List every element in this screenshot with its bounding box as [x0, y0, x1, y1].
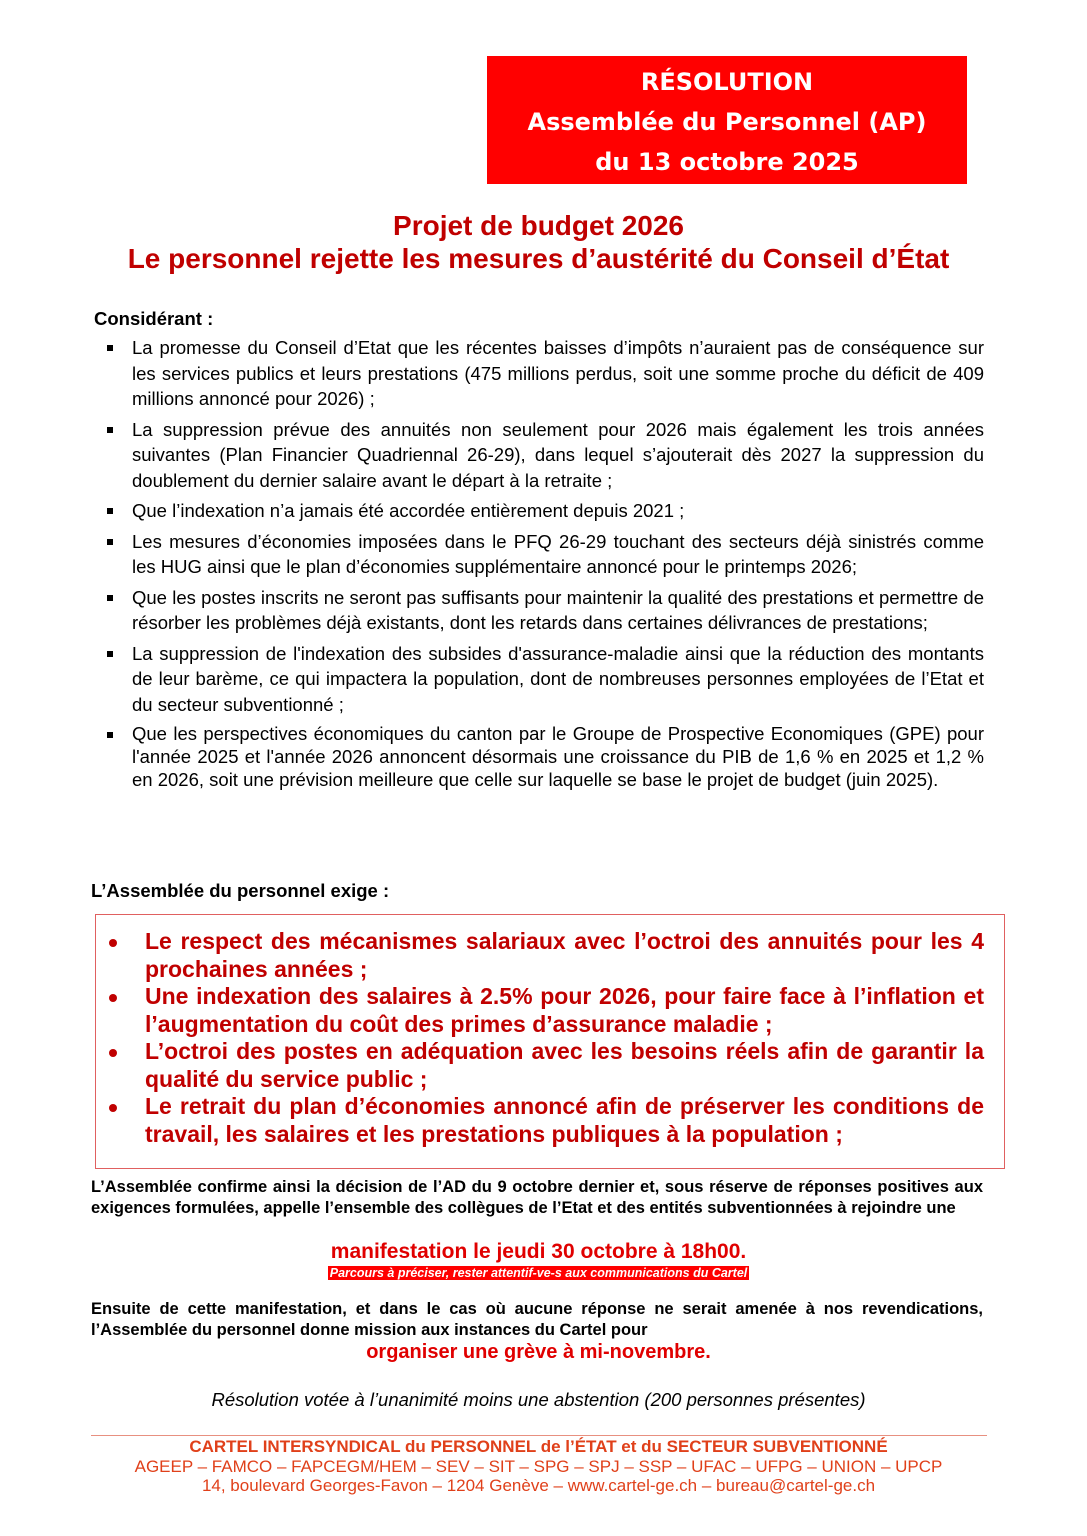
footer-members: AGEEP – FAMCO – FAPCEGM/HEM – SEV – SIT – SPG – SPJ – SSP – UFAC – UFPG – UNION – UPCP	[134, 1457, 943, 1476]
square-bullet-icon	[107, 345, 113, 351]
list-item	[104, 529, 984, 580]
item-text: L’octroi des postes en adéquation avec les besoins réels afin de garantir la qualité du service public ;	[145, 1038, 984, 1092]
footer-org: CARTEL INTERSYNDICAL du PERSONNEL de l’ÉTAT et du SECTEUR SUBVENTIONNÉ	[189, 1437, 888, 1456]
list-item	[104, 417, 984, 494]
list-item	[104, 585, 984, 636]
item-text: Que les perspectives économiques du canton par le Groupe de Prospective Economiques (GPE) pour l'année 2025 et l'année 2026 annoncent désormais une croissance du PIB de 1,6 % en 2025 et 1,2 % en 2026, soit une prévision meilleure que celle sur laquelle se base le projet de budget (juin 2025).	[132, 723, 984, 790]
bullet-icon	[109, 939, 117, 947]
square-bullet-icon	[107, 508, 113, 514]
footer-address: 14, boulevard Georges-Favon – 1204 Genève –	[201, 1476, 568, 1495]
bullet-icon	[109, 1049, 117, 1057]
bullet-icon	[109, 994, 117, 1002]
item-text: Les mesures d’économies imposées dans le PFQ 26-29 touchant des secteurs déjà sinistrés comme les HUG ainsi que le plan d’économies supplémentaire annoncé pour le printemps 2026;	[132, 530, 984, 577]
considerant-list	[104, 335, 984, 796]
item-text: La suppression prévue des annuités non seulement pour 2026 mais également les trois années suivantes (Plan Financier Quadriennal 26-29), dans lequel s’ajouterait dès 2027 la suppression du doublement du dernier salaire avant le départ à la retraite ;	[132, 418, 984, 491]
item-text: Le retrait du plan d’économies annoncé afin de préserver les conditions de travail, les salaires et les prestations publiques à la population ;	[145, 1093, 984, 1147]
considerant-heading: Considérant :	[94, 308, 214, 329]
list-item	[104, 498, 984, 524]
header-line-1: RÉSOLUTION	[640, 68, 814, 96]
confirm-paragraph: L’Assemblée confirme ainsi la décision de l’AD du 9 octobre dernier et, sous réserve de réponses positives aux exigences formulées, appelle l’ensemble des collègues de l’Etat et des entités subventionnées à rejoindre une	[91, 1178, 983, 1217]
list-item	[104, 1093, 984, 1148]
vote-result: Résolution votée à l’unanimité moins une abstention (200 personnes présentes)	[211, 1389, 866, 1410]
item-text: Que l’indexation n’a jamais été accordée entièrement depuis 2021 ;	[132, 500, 685, 521]
square-bullet-icon	[107, 732, 113, 738]
square-bullet-icon	[107, 651, 113, 657]
separator: –	[697, 1476, 717, 1495]
footer-address-line	[0, 1476, 1077, 1496]
resolution-header-box	[487, 56, 967, 184]
header-line-2: Assemblée du Personnel (AP)	[527, 108, 927, 136]
demands-list	[104, 928, 984, 1148]
email-link[interactable]: bureau@cartel-ge.ch	[716, 1476, 876, 1495]
bullet-icon	[109, 1104, 117, 1112]
exige-heading: L’Assemblée du personnel exige :	[91, 880, 390, 901]
list-item	[104, 641, 984, 718]
list-item	[104, 928, 984, 983]
greve-announcement: organiser une grève à mi-novembre.	[366, 1341, 711, 1363]
square-bullet-icon	[107, 427, 113, 433]
list-item	[104, 983, 984, 1038]
title-line-2: Le personnel rejette les mesures d’austérité du Conseil d’État	[127, 243, 950, 274]
parcours-note: Parcours à préciser, rester attentif-ve-s aux communications du Cartel	[329, 1266, 748, 1280]
manifestation-announcement: manifestation le jeudi 30 octobre à 18h00.	[330, 1240, 747, 1263]
list-item	[104, 722, 984, 791]
website-link[interactable]: www.cartel-ge.ch	[567, 1476, 698, 1495]
header-line-3: du 13 octobre 2025	[595, 148, 859, 176]
square-bullet-icon	[107, 595, 113, 601]
footer-divider	[91, 1435, 987, 1436]
item-text: Le respect des mécanismes salariaux avec l’octroi des annuités pour les 4 prochaines années ;	[145, 928, 984, 982]
item-text: Une indexation des salaires à 2.5% pour 2026, pour faire face à l’inflation et l’augmentation du coût des primes d’assurance maladie ;	[145, 983, 984, 1037]
list-item	[104, 335, 984, 412]
title-line-1: Projet de budget 2026	[393, 210, 684, 241]
square-bullet-icon	[107, 539, 113, 545]
item-text: La suppression de l'indexation des subsides d'assurance-maladie ainsi que la réduction des montants de leur barème, ce qui impactera la population, dont de nombreuses personnes employées de l’Etat et du secteur subventionné ;	[132, 642, 984, 715]
ensuite-paragraph: Ensuite de cette manifestation, et dans le cas où aucune réponse ne serait amenée à nos revendications, l’Assemblée du personnel donne mission aux instances du Cartel pour	[91, 1300, 983, 1339]
item-text: Que les postes inscrits ne seront pas suffisants pour maintenir la qualité des prestations et permettre de résorber les problèmes déjà existants, dont les retards dans certaines délivrances de prestations;	[132, 586, 984, 633]
item-text: La promesse du Conseil d’Etat que les récentes baisses d’impôts n’auraient pas de conséquence sur les services publics et leurs prestations (475 millions perdus, soit une somme proche du déficit de 409 millions annoncé pour 2026) ;	[132, 337, 984, 409]
list-item	[104, 1038, 984, 1093]
